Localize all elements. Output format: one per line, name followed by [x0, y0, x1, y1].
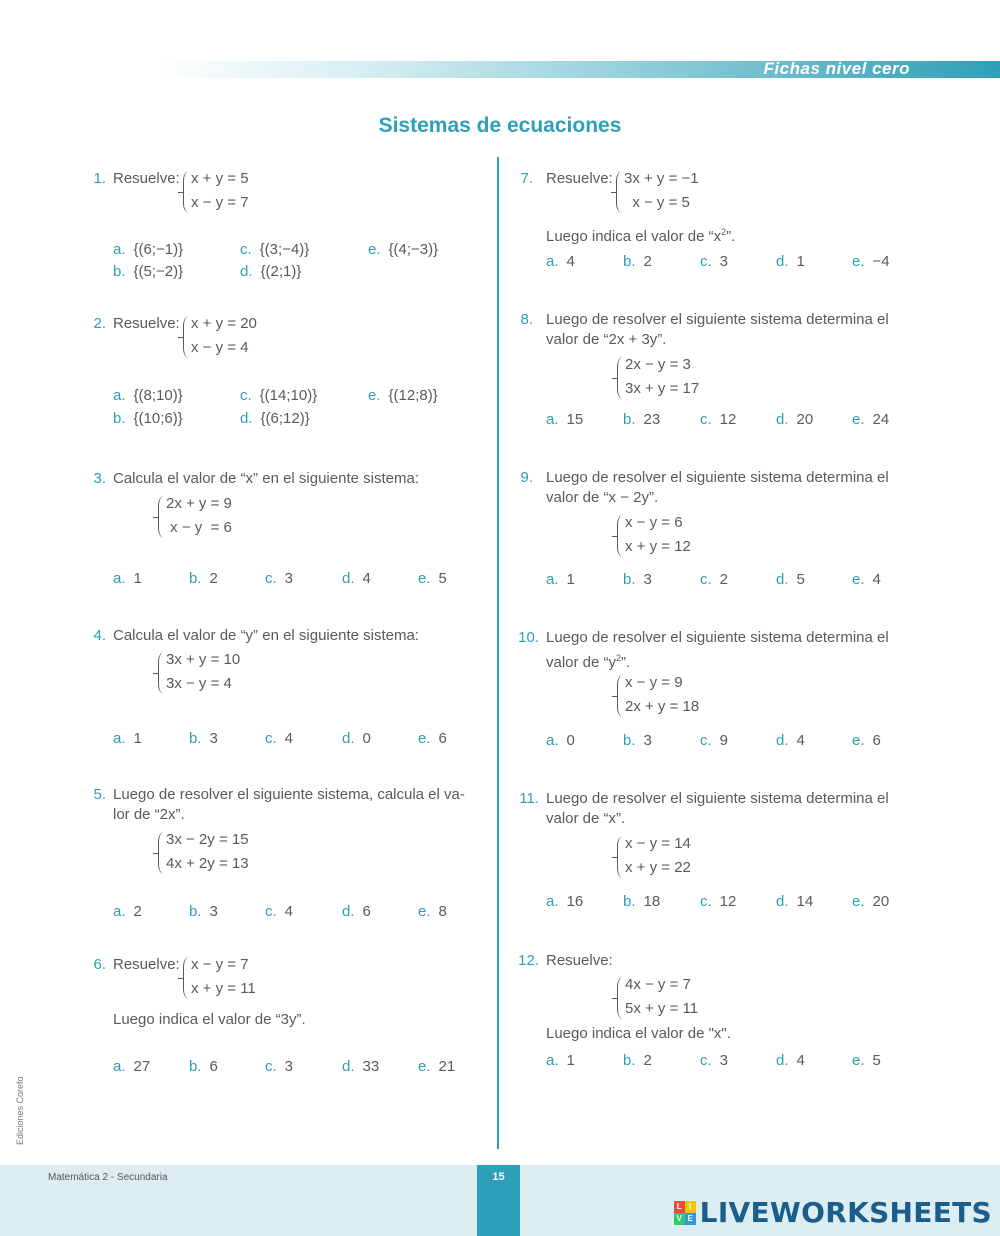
- option-b[interactable]: b. 3: [623, 571, 652, 588]
- question-9: [515, 468, 915, 593]
- option-e[interactable]: e. 4: [852, 571, 881, 588]
- option-d[interactable]: d. 5: [776, 571, 805, 588]
- option-a[interactable]: a. 15: [546, 411, 584, 428]
- option-c[interactable]: c. 3: [700, 253, 729, 270]
- question-number: 6.: [93, 956, 106, 973]
- question-6: [88, 955, 478, 1080]
- equation-1: 2x + y = 9: [166, 495, 232, 512]
- equation-1: x − y = 7: [191, 956, 249, 973]
- option-a[interactable]: a. 1: [546, 571, 575, 588]
- option-a[interactable]: a. 4: [546, 253, 575, 270]
- question-prompt: Resuelve:: [546, 952, 613, 969]
- option-e[interactable]: e. 6: [852, 732, 881, 749]
- option-d[interactable]: d. 1: [776, 253, 805, 270]
- option-c[interactable]: c. 4: [265, 730, 294, 747]
- equation-2: x + y = 12: [625, 538, 691, 555]
- option-b[interactable]: b. 3: [623, 732, 652, 749]
- option-c[interactable]: c. 12: [700, 893, 737, 910]
- option-d[interactable]: d. 20: [776, 411, 814, 428]
- option-a[interactable]: a. {(8;10)}: [113, 387, 183, 404]
- question-7: [515, 169, 915, 279]
- page-title: Sistemas de ecuaciones: [378, 114, 622, 137]
- equation-1: 3x + y = −1: [624, 170, 699, 187]
- option-d[interactable]: d. 0: [342, 730, 371, 747]
- question-1: [88, 169, 478, 289]
- option-b[interactable]: b. {(5;−2)}: [113, 263, 184, 280]
- option-c[interactable]: c. {(3;−4)}: [240, 241, 310, 258]
- option-b[interactable]: b. 23: [623, 411, 661, 428]
- question-2: [88, 314, 478, 434]
- option-e[interactable]: e. {(4;−3)}: [368, 241, 439, 258]
- equation-1: x − y = 6: [625, 514, 683, 531]
- option-b[interactable]: b. 2: [189, 570, 218, 587]
- question-followup: Luego indica el valor de "x".: [546, 1025, 731, 1042]
- option-a[interactable]: a. 2: [113, 903, 142, 920]
- question-number: 10.: [518, 629, 539, 646]
- option-d[interactable]: d. 4: [776, 1052, 805, 1069]
- equation-2: x − y = 7: [191, 194, 249, 211]
- question-prompt: Resuelve:: [113, 956, 180, 973]
- question-prompt-line-1: Luego de resolver el siguiente sistema, calcula el va-: [113, 786, 465, 803]
- option-c[interactable]: c. 4: [265, 903, 294, 920]
- equation-1: x + y = 5: [191, 170, 249, 187]
- option-e[interactable]: e. −4: [852, 253, 890, 270]
- equation-2: x − y = 5: [624, 194, 690, 211]
- option-e[interactable]: e. 6: [418, 730, 447, 747]
- question-prompt: Resuelve:: [113, 170, 180, 187]
- option-d[interactable]: d. {(6;12)}: [240, 410, 310, 427]
- option-e[interactable]: e. 20: [852, 893, 890, 910]
- option-e[interactable]: e. {(12;8)}: [368, 387, 438, 404]
- equation-1: x − y = 9: [625, 674, 683, 691]
- option-d[interactable]: d. 14: [776, 893, 814, 910]
- option-a[interactable]: a. 1: [113, 730, 142, 747]
- equation-2: 3x − y = 4: [166, 675, 232, 692]
- question-12: [515, 951, 915, 1076]
- option-c[interactable]: c. 3: [700, 1052, 729, 1069]
- header-title: Fichas nivel cero: [763, 59, 910, 78]
- question-prompt: Resuelve:: [546, 170, 613, 187]
- option-d[interactable]: d. 33: [342, 1058, 380, 1075]
- question-prompt-line-1: Luego de resolver el siguiente sistema determina el: [546, 311, 889, 328]
- option-c[interactable]: c. 9: [700, 732, 729, 749]
- liveworksheets-logo[interactable]: [674, 1196, 992, 1229]
- option-b[interactable]: b. 18: [623, 893, 661, 910]
- question-number: 12.: [518, 952, 539, 969]
- option-b[interactable]: b. 6: [189, 1058, 218, 1075]
- question-prompt: Calcula el valor de “y” en el siguiente sistema:: [113, 627, 419, 644]
- question-prompt-line-2: valor de “$y^2$”.: [546, 653, 631, 671]
- equation-2: x + y = 22: [625, 859, 691, 876]
- question-8: [515, 310, 915, 435]
- option-d[interactable]: d. 4: [776, 732, 805, 749]
- equation-1: 3x − 2y = 15: [166, 831, 249, 848]
- question-number: 5.: [93, 786, 106, 803]
- option-a[interactable]: a. 0: [546, 732, 575, 749]
- equation-2: 3x + y = 17: [625, 380, 700, 397]
- column-divider: [497, 157, 499, 1149]
- question-followup: Luego indica el valor de “3y”.: [113, 1011, 306, 1028]
- equation-2: 2x + y = 18: [625, 698, 700, 715]
- option-a[interactable]: a. 1: [113, 570, 142, 587]
- option-e[interactable]: e. 24: [852, 411, 890, 428]
- equation-1: x − y = 14: [625, 835, 691, 852]
- logo-text: LIVEWORKSHEETS: [699, 1196, 992, 1229]
- question-number: 8.: [520, 311, 533, 328]
- equation-2: x − y = 4: [191, 339, 249, 356]
- option-c[interactable]: c. 3: [265, 570, 294, 587]
- option-c[interactable]: c. {(14;10)}: [240, 387, 318, 404]
- question-prompt-line-1: Luego de resolver el siguiente sistema determina el: [546, 790, 889, 807]
- question-number: 4.: [93, 627, 106, 644]
- footer-subject: Matemática 2 - Secundaria: [48, 1172, 168, 1183]
- option-c[interactable]: c. 2: [700, 571, 729, 588]
- equation-2: 4x + 2y = 13: [166, 855, 249, 872]
- option-a[interactable]: a. 27: [113, 1058, 151, 1075]
- option-c[interactable]: c. 3: [265, 1058, 294, 1075]
- option-b[interactable]: b. 2: [623, 1052, 652, 1069]
- question-prompt-line-2: lor de “2x”.: [113, 806, 185, 823]
- question-number: 9.: [520, 469, 533, 486]
- logo-icon: L I V E: [674, 1201, 696, 1225]
- equation-2: x − y = 6: [166, 519, 232, 536]
- option-b[interactable]: b. 2: [623, 253, 652, 270]
- equation-1: 4x − y = 7: [625, 976, 691, 993]
- question-prompt: Calcula el valor de “x” en el siguiente sistema:: [113, 470, 419, 487]
- question-11: [515, 789, 915, 914]
- question-prompt-line-1: Luego de resolver el siguiente sistema determina el: [546, 469, 889, 486]
- option-e[interactable]: e. 5: [418, 570, 447, 587]
- question-prompt-line-2: valor de “x − 2y”.: [546, 489, 659, 506]
- question-followup: Luego indica el valor de “$x^2$”.: [546, 227, 736, 245]
- option-b[interactable]: b. {(10;6)}: [113, 410, 183, 427]
- option-a[interactable]: a. 16: [546, 893, 584, 910]
- question-number: 2.: [93, 315, 106, 332]
- question-10: [515, 628, 915, 753]
- option-e[interactable]: e. 8: [418, 903, 447, 920]
- question-5: [88, 785, 478, 925]
- question-prompt-line-2: valor de “2x + 3y”.: [546, 331, 667, 348]
- option-b[interactable]: b. 3: [189, 903, 218, 920]
- page-number: 15: [477, 1165, 520, 1236]
- question-3: [88, 469, 478, 594]
- question-number: 11.: [519, 790, 539, 807]
- question-number: 1.: [93, 170, 106, 187]
- equation-1: 2x − y = 3: [625, 356, 691, 373]
- option-c[interactable]: c. 12: [700, 411, 737, 428]
- publisher-side-label: Ediciones Corefo: [15, 1076, 25, 1145]
- question-number: 7.: [520, 170, 533, 187]
- option-e[interactable]: e. 21: [418, 1058, 456, 1075]
- option-e[interactable]: e. 5: [852, 1052, 881, 1069]
- option-a[interactable]: a. {(6;−1)}: [113, 241, 184, 258]
- question-prompt-line-1: Luego de resolver el siguiente sistema determina el: [546, 629, 889, 646]
- question-number: 3.: [93, 470, 106, 487]
- option-d[interactable]: d. 4: [342, 570, 371, 587]
- question-4: [88, 626, 478, 751]
- equation-2: x + y = 11: [191, 980, 256, 997]
- equation-1: x + y = 20: [191, 315, 257, 332]
- option-b[interactable]: b. 3: [189, 730, 218, 747]
- option-a[interactable]: a. 1: [546, 1052, 575, 1069]
- question-prompt: Resuelve:: [113, 315, 180, 332]
- question-prompt-line-2: valor de “x”.: [546, 810, 626, 827]
- option-d[interactable]: d. {(2;1)}: [240, 263, 302, 280]
- option-d[interactable]: d. 6: [342, 903, 371, 920]
- equation-1: 3x + y = 10: [166, 651, 241, 668]
- equation-2: 5x + y = 11: [625, 1000, 699, 1017]
